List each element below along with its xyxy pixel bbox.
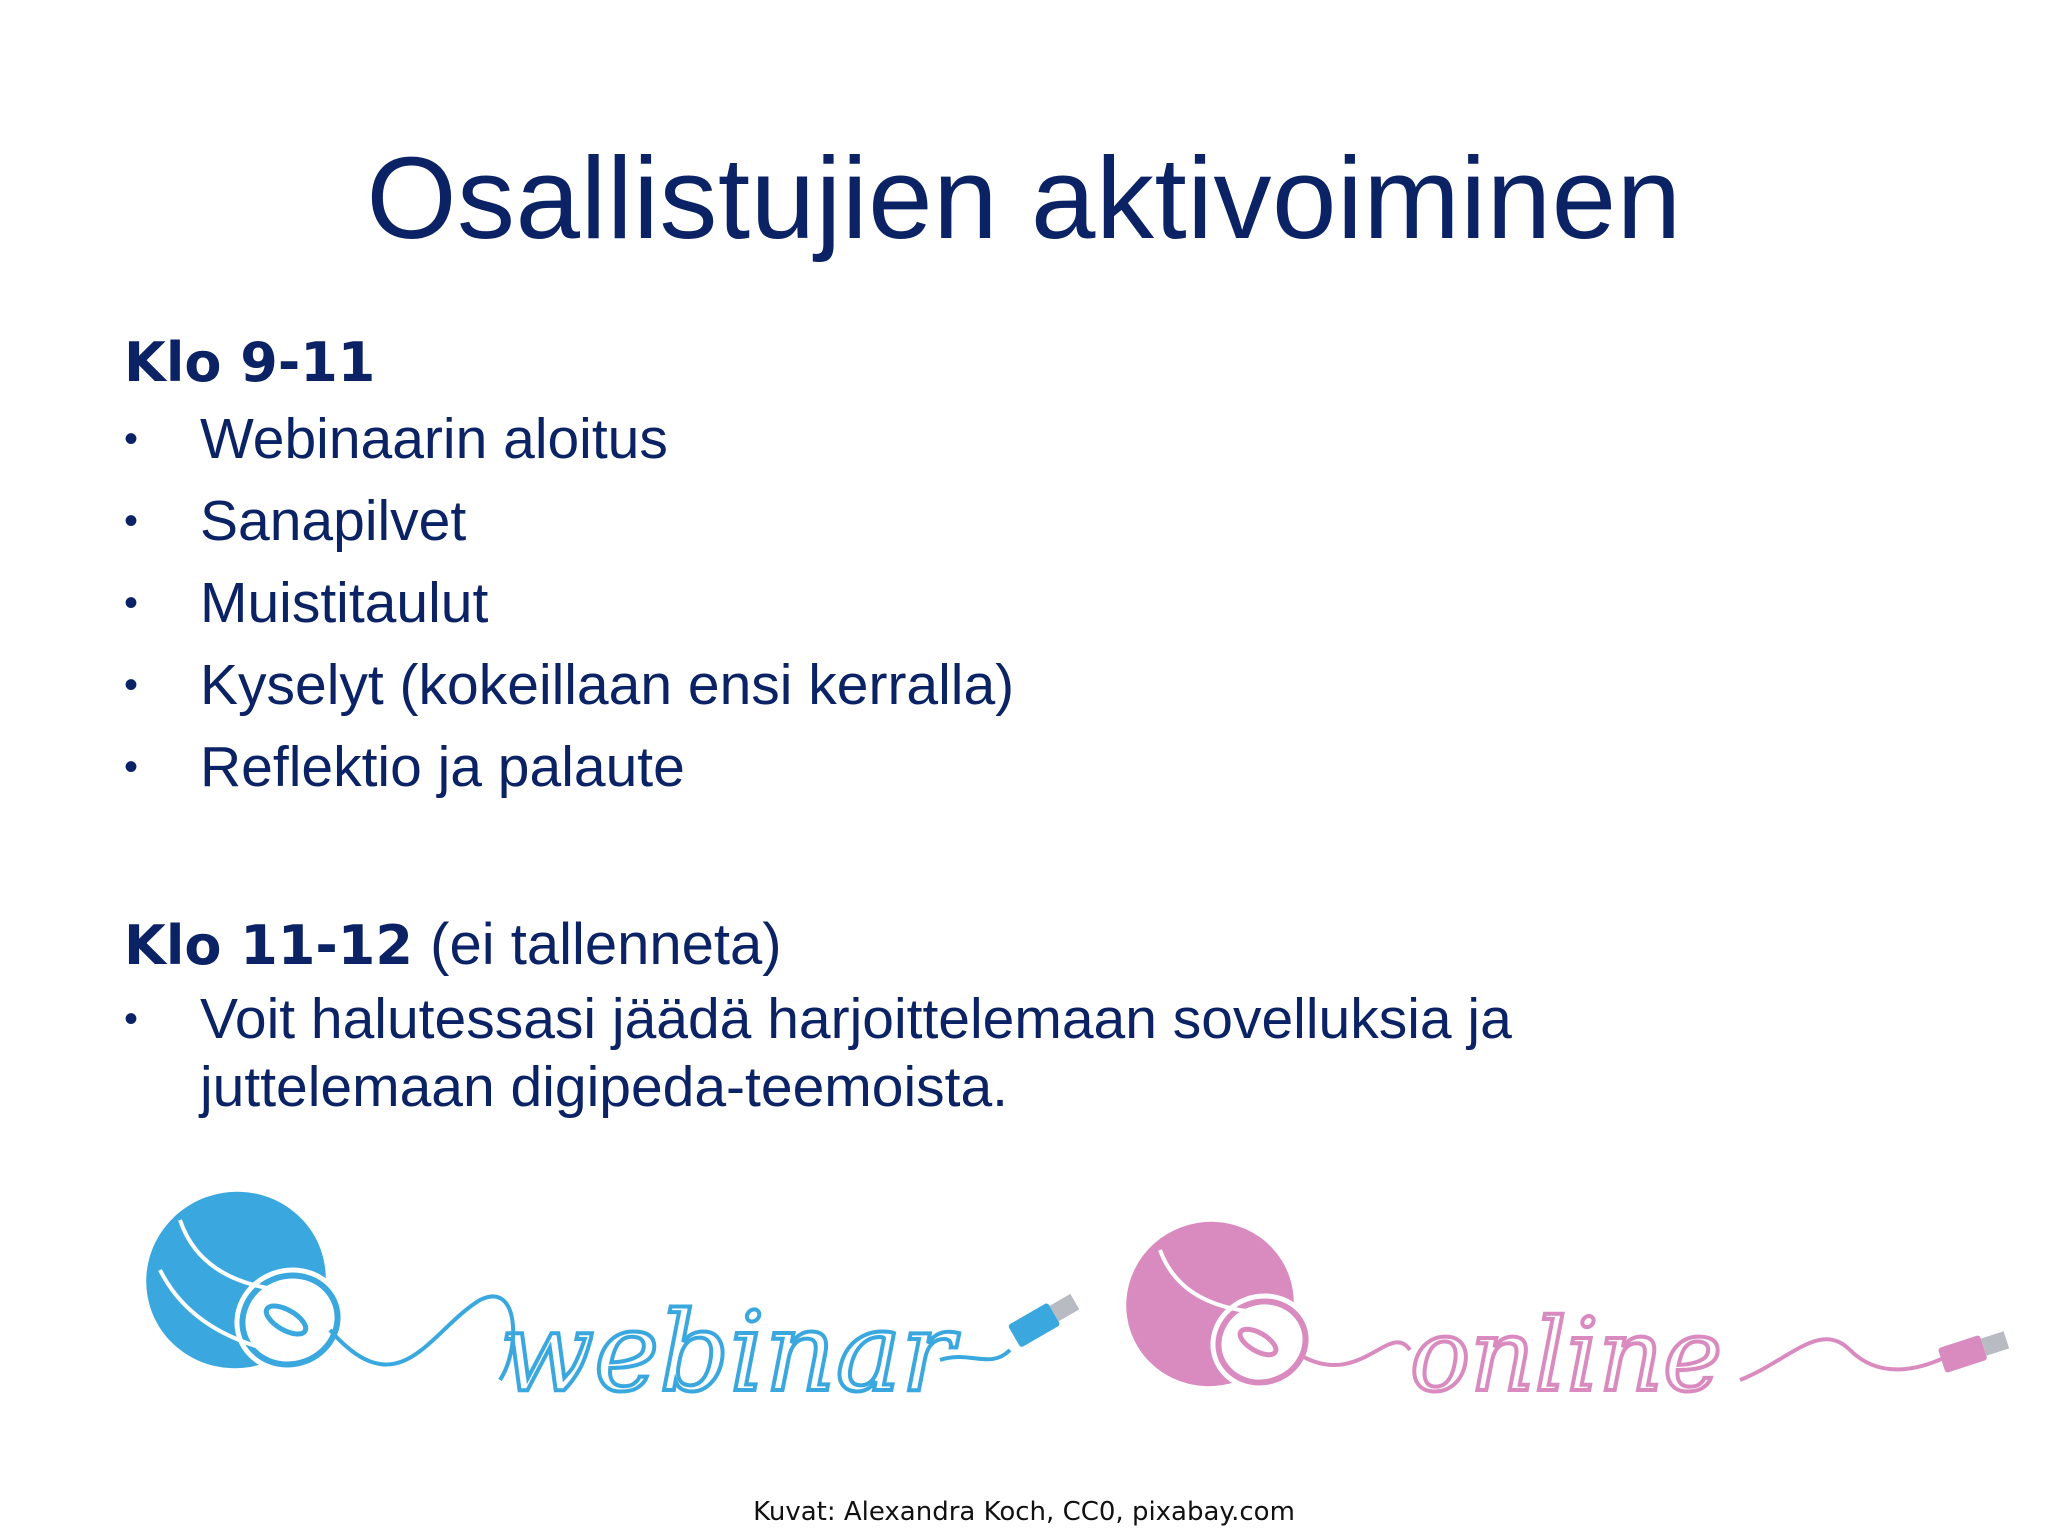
bullet-list [124, 398, 1014, 808]
list-item-text: Webinaarin aloitus [200, 407, 668, 471]
bullet-icon: • [124, 997, 139, 1041]
list-item-text: Reflektio ja palaute [200, 735, 685, 799]
section-heading [124, 328, 1014, 398]
online-cable-end [1740, 1339, 1950, 1380]
slide-title: Osallistujien aktivoiminen [366, 133, 1682, 263]
section-morning [124, 328, 1014, 808]
list-item-text: Kyselyt (kokeillaan ensi kerralla) [200, 653, 1015, 717]
online-word: online [1410, 1297, 1723, 1414]
online-usb-plug-icon [1938, 1327, 2011, 1373]
bullet-icon: • [124, 581, 139, 625]
bullet-icon: • [124, 417, 139, 461]
list-item-text: Muistitaulut [200, 571, 489, 635]
list-item [124, 726, 1014, 808]
bullet-icon: • [124, 499, 139, 543]
section-afternoon [124, 910, 1680, 1121]
webinar-usb-plug-icon [1008, 1290, 1082, 1348]
online-mouse-icon [1103, 1198, 1327, 1410]
bullet-list [124, 985, 1680, 1121]
list-item [124, 398, 1014, 480]
section-heading-time: Klo 11-12 [124, 914, 413, 977]
section-heading-note: (ei tallenneta) [430, 912, 782, 977]
online-cable [1300, 1342, 1410, 1365]
webinar-online-illustration [0, 1180, 2048, 1440]
webinar-cable [330, 1296, 513, 1380]
section-heading [124, 910, 1680, 981]
image-credit: Kuvat: Alexandra Koch, CC0, pixabay.com [753, 1497, 1295, 1527]
list-item [124, 985, 1680, 1121]
list-item-text: Voit halutessasi jäädä harjoittelemaan sovelluksia ja juttelemaan digipeda-teemoista. [200, 987, 1512, 1119]
webinar-mouse-icon [121, 1180, 360, 1393]
webinar-word: webinar [500, 1288, 954, 1416]
bullet-icon: • [124, 663, 139, 707]
section-heading-time: Klo 9-11 [124, 331, 376, 394]
list-item [124, 562, 1014, 644]
bullet-icon: • [124, 745, 139, 789]
list-item [124, 644, 1014, 726]
list-item-text: Sanapilvet [200, 489, 467, 553]
list-item [124, 480, 1014, 562]
